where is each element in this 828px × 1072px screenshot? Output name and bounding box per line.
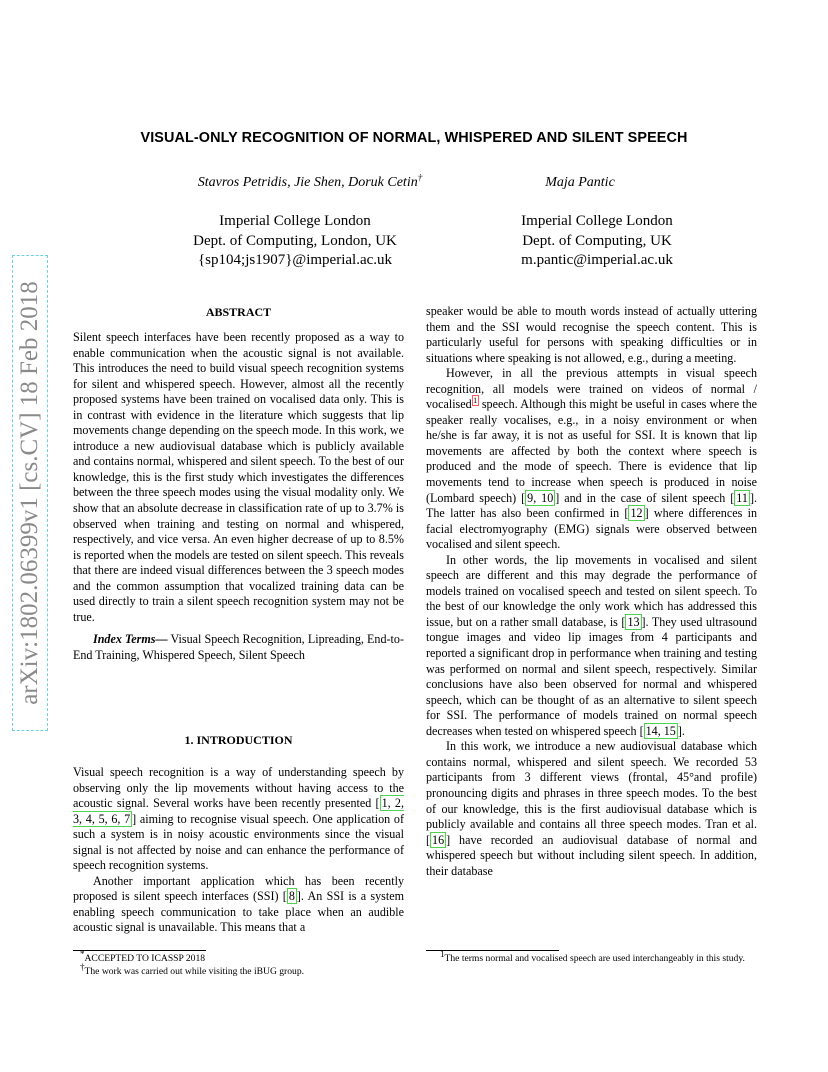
arxiv-stamp-text: arXiv:1802.06399v1 [cs.CV] 18 Feb 2018 (16, 281, 43, 705)
right-p4-text-a: In this work, we introduce a new audiovisual database which contains normal, whispered and silent speech. We recorded 53 participants from 3 different views (frontal, 45°and profile) pronouncing digits and phrases in three speech modes. To the best of our knowledge, this is the first audiovisual database which is publicly available and contains all three speech modes. Tran et al. [ (426, 739, 757, 847)
affiliation-left-line: {sp104;js1907}@imperial.ac.uk (197, 252, 393, 268)
intro-p1-text-b: ] aiming to recognise visual speech. One application of such a system is in noisy acoustic environments since the visual signal is not affected by noise and can enhance the performance of speech recognition systems. (73, 811, 404, 873)
footnote-right (426, 948, 757, 966)
affiliation-left (135, 212, 455, 271)
intro-p1-text-a: Visual speech recognition is a way of understanding speech by observing only the lip movements without having access to the acoustic signal. Several works have been recently presented [ (73, 765, 404, 811)
right-p3-text-a: In other words, the lip movements in vocalised and silent speech are different and this may degrade the performance of models trained on vocalised speech and tested on silent speech. To the best of our knowledge the only work which has addressed this issue, but on a rather small database, is [ (426, 552, 757, 629)
footnote-text: The terms normal and vocalised speech are used interchangeably in this study. (444, 953, 745, 964)
index-terms-text: Visual Speech Recognition, Lipreading, End-to-End Training, Whispered Speech, Silent Speech (73, 632, 404, 662)
right-p4-text-b: ] have recorded an audiovisual database of normal and whispered speech but without including silent speech. In addition, their database (426, 832, 757, 878)
footnote-item (80, 948, 410, 966)
authors-left-mark: † (417, 172, 423, 183)
intro-paragraph-2 (73, 874, 404, 936)
authors-left (100, 172, 520, 191)
citation-link[interactable]: 12 (630, 506, 643, 521)
footnote-mark: 1 (440, 948, 445, 959)
affiliation-left-line: Imperial College London (219, 213, 371, 229)
authors-right: Maja Pantic (545, 175, 615, 190)
abstract-text: Silent speech interfaces have been recently proposed as a way to enable communication when the acoustic signal is not available. This introduces the need to build visual speech recognition systems for silent and whispered speech. However, almost all the recently proposed systems have been trained on vocalised data only. This is in contrast with evidence in the literature which suggests that lip movements change depending on the speech mode. In this work, we introduce a new audiovisual database which is publicly available and contains normal, whispered and silent speech. To the best of our knowledge, this is the first study which investigates the differences between the three speech modes using the visual modality only. We show that an absolute decrease in classification rate of up to 3.7% is observed when training and testing on normal and whispered, respectively, and vice versa. An even higher decrease of up to 8.5% is reported when the models are tested on silent speech. This reveals that there are indeed visual differences between the 3 speech modes and the common assumption that vocalized training data can be used directly to train a silent speech recognition system may not be true. (73, 330, 404, 624)
footnote-mark: * (80, 948, 85, 959)
intro-p2-text-b: ]. An SSI is a system enabling speech communication to take place when an audible acoustic signal is unavailable. This means that a (73, 889, 404, 935)
citation-link[interactable]: 9, 10 (527, 490, 554, 505)
citation-link[interactable]: 1, 2, 3, 4, 5, 6, 7 (73, 796, 404, 826)
affiliation-right (467, 212, 727, 271)
footnote-mark: † (80, 961, 85, 972)
footnote-text: The work was carried out while visiting the iBUG group. (84, 965, 305, 977)
right-column (426, 304, 757, 879)
intro-p2-text-a: Another important application which has been recently proposed is silent speech interfaces (SSI) [ (73, 873, 404, 904)
footnote-rule-left (73, 950, 206, 951)
right-p2-text-a: However, in all the previous attempts in visual speech recognition, all models were trained on videos of normal / vocalised (426, 366, 757, 412)
intro-paragraph-1 (73, 765, 404, 874)
right-paragraph-3 (426, 553, 757, 740)
right-p3-text-b: ]. They used ultrasound tongue images and video lip images from 4 participants and reported a significant drop in performance when training and testing was performed on normal and silent speech, respectively. Similar conclusions have also been observed for normal and whispered speech, which can be thought of as an alternative to silent speech for SSI. The performance of models trained on normal speech decreases when tested on whispered speech [ (426, 614, 757, 738)
citation-link[interactable]: 16 (432, 832, 445, 847)
footnote-item (80, 961, 410, 979)
citation-link[interactable]: 13 (627, 614, 640, 629)
citation-link[interactable]: 11 (736, 490, 748, 505)
right-paragraph-2 (426, 366, 757, 553)
citation-link[interactable]: 14, 15 (645, 723, 676, 738)
affiliation-right-line: m.pantic@imperial.ac.uk (521, 252, 673, 268)
right-paragraph-4 (426, 739, 757, 879)
authors-left-names: Stavros Petridis, Jie Shen, Doruk Cetin (197, 175, 418, 190)
intro-column (73, 765, 404, 936)
footnote-rule-right (426, 950, 559, 951)
index-terms (73, 632, 404, 663)
right-p2-text-b: speech. Although this might be useful in cases where the speaker really vocalises, e.g., in a noisy environment or when he/she is far away, it is not as useful for SSI. It is known that lip movements are affected by both the context where speech is produced and the mode of speech. There is evidence that lip movements tend to increase when speech is produced in noise (Lombard speech) [ (426, 397, 757, 505)
affiliation-right-line: Imperial College London (521, 213, 673, 229)
footnote-text: ACCEPTED TO ICASSP 2018 (84, 953, 206, 964)
citation-link[interactable]: 8 (288, 889, 295, 904)
right-p2-text-d: ]. The latter has also been confirmed in [ (426, 490, 758, 521)
paper-title: VISUAL-ONLY RECOGNITION OF NORMAL, WHISPERED AND SILENT SPEECH (140, 130, 688, 146)
footnote-link[interactable]: 1 (473, 396, 478, 406)
left-column (73, 330, 404, 663)
affiliation-right-line: Dept. of Computing, UK (522, 232, 672, 249)
right-paragraph-1: speaker would be able to mouth words instead of actually uttering them and the SSI would recognise the speech content. This is particularly useful for persons with speaking difficulties or in situations where speaking is not allowed, e.g., during a meeting. (426, 304, 757, 365)
abstract-heading: ABSTRACT (205, 305, 272, 319)
footnotes-left (80, 948, 410, 979)
affiliation-left-line: Dept. of Computing, London, UK (193, 232, 397, 249)
index-terms-label: Index Terms— (93, 632, 168, 647)
right-p3-text-c: ]. (677, 723, 685, 738)
right-p2-text-e: ] where differences in facial electromyography (EMG) signals were observed between vocalised and silent speech. (426, 506, 758, 552)
right-p2-text-c: ] and in the case of silent speech [ (555, 490, 735, 505)
arxiv-stamp[interactable] (12, 255, 48, 731)
intro-heading: 1. INTRODUCTION (184, 733, 293, 747)
